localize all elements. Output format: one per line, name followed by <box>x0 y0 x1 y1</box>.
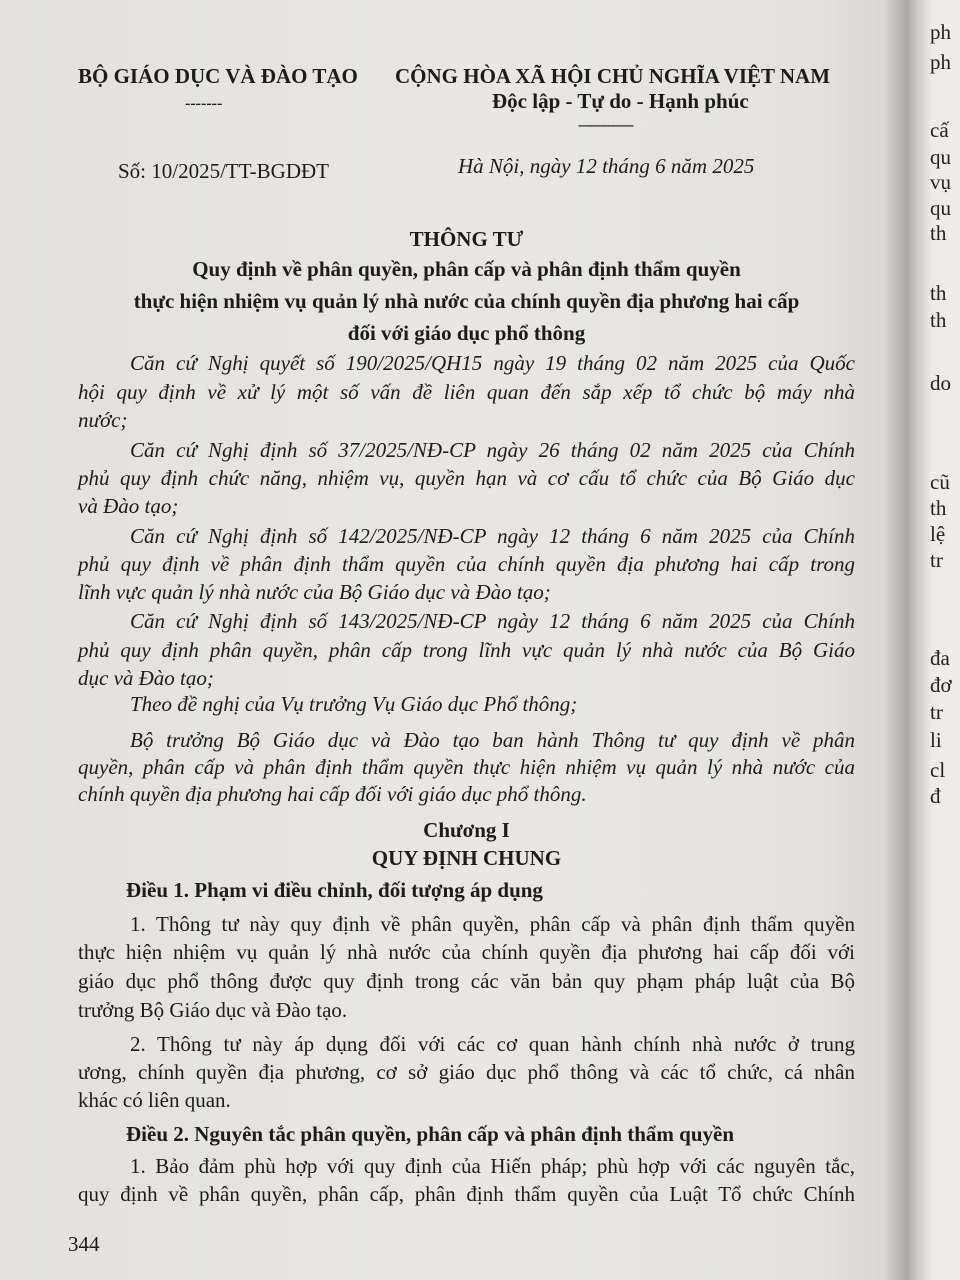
body-line: trưởng Bộ Giáo dục và Đào tạo. <box>78 998 348 1022</box>
title-line: đối với giáo dục phổ thông <box>347 321 586 345</box>
preamble-line: dục và Đào tạo; <box>78 666 214 690</box>
article-heading: Điều 2. Nguyên tắc phân quyền, phân cấp và phân định thẩm quyền <box>126 1122 735 1146</box>
fragment: cũ <box>930 470 950 494</box>
national-motto: Độc lập - Tự do - Hạnh phúc <box>492 89 749 113</box>
preamble-line: nước; <box>78 408 128 432</box>
fragment: th <box>930 221 947 245</box>
preamble-line: Căn cứ Nghị quyết số 190/2025/QH15 ngày 19 tháng 02 năm 2025 của Quốc <box>130 351 855 375</box>
fragment: lệ <box>930 522 946 546</box>
preamble-line: quyền, phân cấp và phân định thẩm quyền thực hiện nhiệm vụ quản lý nhà nước của <box>78 755 855 779</box>
motto-divider: --------------- <box>578 118 633 133</box>
article-heading: Điều 1. Phạm vi điều chỉnh, đối tượng áp dụng <box>126 878 543 902</box>
issuing-ministry: BỘ GIÁO DỤC VÀ ĐÀO TẠO <box>78 64 358 88</box>
preamble-line: lĩnh vực quản lý nhà nước của Bộ Giáo dục và Đào tạo; <box>78 580 551 604</box>
body-line: quy định về phân quyền, phân cấp, phân định thẩm quyền của Luật Tổ chức Chính <box>78 1182 855 1206</box>
preamble-line: Căn cứ Nghị định số 143/2025/NĐ-CP ngày 12 tháng 6 năm 2025 của Chính <box>130 609 855 633</box>
preamble-line: Theo đề nghị của Vụ trưởng Vụ Giáo dục Phổ thông; <box>130 692 578 716</box>
title-line: thực hiện nhiệm vụ quản lý nhà nước của chính quyền địa phương hai cấp <box>133 289 800 313</box>
preamble-line: hội quy định về xử lý một số vấn đề liên quan đến sắp xếp tổ chức bộ máy nhà <box>78 380 855 404</box>
fragment: th <box>930 281 947 305</box>
preamble-line: phủ quy định về phân định thẩm quyền của chính quyền địa phương hai cấp trong <box>78 552 855 576</box>
body-line: giáo dục phổ thông được quy định trong các văn bản quy phạm pháp luật của Bộ <box>78 969 855 993</box>
fragment: tr <box>930 700 943 724</box>
fragment: ph <box>930 50 951 74</box>
fragment: do <box>930 371 951 395</box>
fragment: đa <box>930 646 950 670</box>
fragment: qu <box>930 145 951 169</box>
chapter-title: QUY ĐỊNH CHUNG <box>371 846 562 870</box>
preamble-line: Bộ trưởng Bộ Giáo dục và Đào tạo ban hành Thông tư quy định về phân <box>130 728 855 752</box>
preamble-line: Căn cứ Nghị định số 142/2025/NĐ-CP ngày 12 tháng 6 năm 2025 của Chính <box>130 524 855 548</box>
body-line: thực hiện nhiệm vụ quản lý nhà nước của chính quyền địa phương hai cấp đối với <box>78 940 855 964</box>
document-number: Số: 10/2025/TT-BGDĐT <box>118 159 329 183</box>
chapter-label: Chương I <box>423 818 510 842</box>
body-line: 1. Thông tư này quy định về phân quyền, phân cấp và phân định thẩm quyền <box>130 912 855 936</box>
preamble-line: phủ quy định phân quyền, phân cấp trong lĩnh vực quản lý nhà nước của Bộ Giáo <box>78 638 855 662</box>
preamble-line: chính quyền địa phương hai cấp đối với giáo dục phổ thông. <box>78 782 587 806</box>
fragment: đơ <box>930 673 952 697</box>
title-line: Quy định về phân quyền, phân cấp và phân định thẩm quyền <box>192 257 741 281</box>
fragment: ph <box>930 20 951 44</box>
body-line: khác có liên quan. <box>78 1088 231 1112</box>
fragment: tr <box>930 548 943 572</box>
fragment: th <box>930 308 947 332</box>
body-line: 1. Bảo đảm phù hợp với quy định của Hiến pháp; phù hợp với các nguyên tắc, <box>130 1154 855 1178</box>
ministry-divider: ------- <box>185 95 223 112</box>
document-date: Hà Nội, ngày 12 tháng 6 năm 2025 <box>458 154 755 178</box>
fragment: cấ <box>930 118 949 142</box>
body-line: ương, chính quyền địa phương, cơ sở giáo dục phổ thông và các tổ chức, cá nhân <box>78 1060 855 1084</box>
fragment: cl <box>930 758 946 782</box>
fragment: vụ <box>930 170 951 194</box>
document-type: THÔNG TƯ <box>409 227 524 251</box>
preamble-line: Căn cứ Nghị định số 37/2025/NĐ-CP ngày 26 tháng 02 năm 2025 của Chính <box>130 438 855 462</box>
page-number: 344 <box>68 1232 100 1256</box>
preamble-line: và Đào tạo; <box>78 494 179 518</box>
preamble-line: phủ quy định chức năng, nhiệm vụ, quyền hạn và cơ cấu tổ chức của Bộ Giáo dục <box>78 466 855 490</box>
fragment: li <box>930 728 942 752</box>
fragment: đ <box>930 784 941 808</box>
body-line: 2. Thông tư này áp dụng đối với các cơ quan hành chính nhà nước ở trung <box>130 1032 855 1056</box>
fragment: qu <box>930 196 951 220</box>
fragment: th <box>930 496 947 520</box>
republic-name: CỘNG HÒA XÃ HỘI CHỦ NGHĨA VIỆT NAM <box>395 64 831 88</box>
